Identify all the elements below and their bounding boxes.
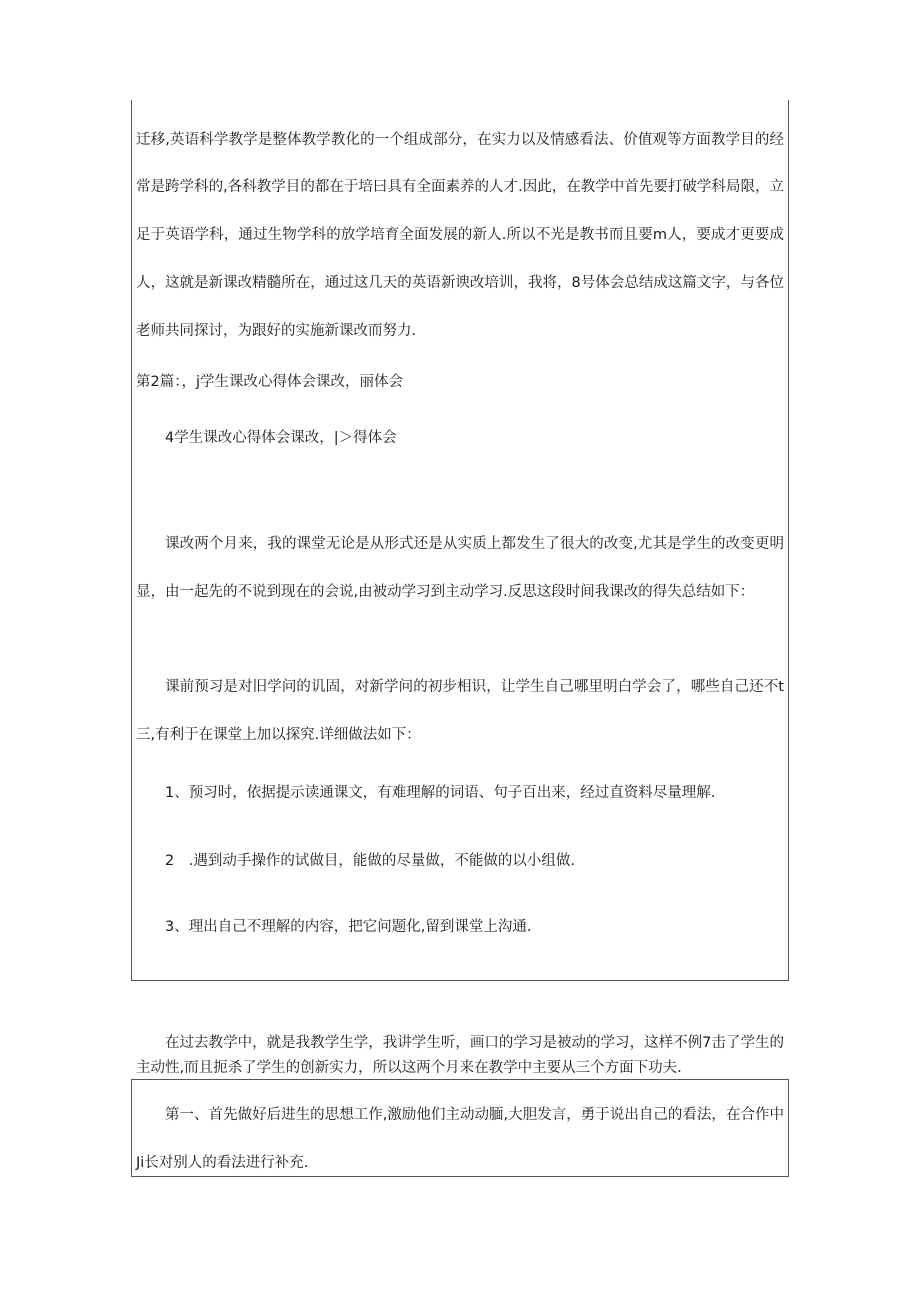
paragraph-line: 老师共同探讨，为跟好的实施新课改而努力. bbox=[136, 323, 417, 339]
paragraph-line: 课改两个月来，我的课堂无论是从形式还是从实质上都发生了很大的改变,尤其是学生的改变更明 bbox=[165, 536, 784, 552]
paragraph-line: Ji长对别人的看法进行补充. bbox=[136, 1155, 309, 1171]
paragraph-line: 迁移,英语科学教学是整体教学教化的一个组成部分，在实力以及情感看法、价值观等方面教学目的经 bbox=[136, 132, 784, 148]
paragraph-line: 显，由一起先的不说到现在的会说,由被动学习到主动学习.反思这段时间我课改的得失总结如下： bbox=[136, 584, 755, 600]
section-subheading: 4学生课改心得体会课改，|＞得体会 bbox=[165, 430, 397, 446]
list-item: 2 .遇到动手操作的试做目，能做的尽量做，不能做的以小组做. bbox=[165, 853, 575, 869]
paragraph-line: 足于英语学科，通过生物学科的放学培育全面发展的新人.所以不光是教书而且要m人，要成才更要成 bbox=[136, 227, 784, 243]
paragraph-line: 三,有利于在课堂上加以探究.详细做法如下： bbox=[136, 727, 421, 743]
paragraph-line: 课前预习是对旧学问的讥固，对新学问的初步相识，让学生自己哪里明白学会了，哪些自己还不t bbox=[165, 679, 784, 695]
section-heading: 第2篇：，j学生课改心得体会课改，丽体会 bbox=[136, 374, 404, 390]
paragraph-line: 主动性,而且扼杀了学生的创新实力，所以这两个月来在教学中主要从三个方面下功夫. bbox=[136, 1060, 682, 1076]
list-item: 1、预习时，依据提示读通课文，有难理解的词语、句子百出来，经过直资料尽量理解. bbox=[165, 785, 716, 801]
list-item: 3、理出自己不理解的内容，把它问题化,留到课堂上沟通. bbox=[165, 919, 532, 935]
paragraph-line: 常是跨学科的,各科教学目的都在于培曰具有全面素养的人才.因此，在教学中首先要打破学科局限，立 bbox=[136, 179, 784, 195]
paragraph-line: 在过去教学中，就是我教学生学，我讲学生听，画口的学习是被动的学习，这样不例7击了学生的 bbox=[165, 1035, 784, 1051]
paragraph-line: 第一、首先做好后进生的思想工作,激励他们主动动腼,大胆发言，勇于说出自己的看法，在合作中 bbox=[165, 1107, 784, 1123]
paragraph-line: 人，这就是新课改精髓所在，通过这几天的英语新谀改培训，我将，8号体会总结成这篇文字，与各位 bbox=[136, 275, 784, 291]
